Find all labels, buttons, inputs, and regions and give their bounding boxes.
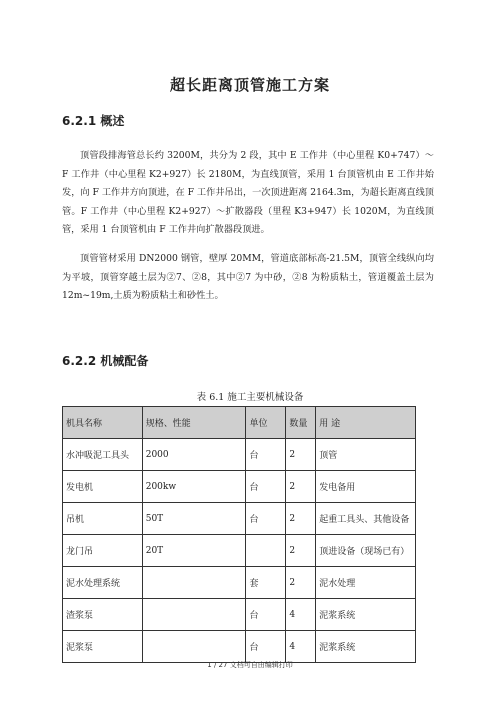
table-row [63, 599, 416, 631]
cell-unit: 台 [246, 471, 286, 503]
cell-qty: 2 [286, 567, 316, 599]
cell-qty: 4 [286, 599, 316, 631]
table-row [63, 567, 416, 599]
table-caption: 表 6.1 施工主要机械设备 [196, 392, 304, 403]
cell-purpose: 泥浆系统 [316, 599, 416, 631]
table-row [63, 439, 416, 471]
page-footer: 1 / 27 文档可自由编辑打印 [207, 661, 293, 669]
cell-name: 渣浆泵 [63, 599, 143, 631]
cell-spec [142, 631, 246, 663]
equipment-table [62, 406, 416, 663]
cell-spec [142, 599, 246, 631]
cell-name: 吊机 [63, 503, 143, 535]
cell-unit: 套 [246, 567, 286, 599]
col-header-spec: 规格、性能 [142, 407, 246, 439]
table-row [63, 503, 416, 535]
cell-spec: 200kw [142, 471, 246, 503]
cell-spec: 2000 [142, 439, 246, 471]
cell-qty: 2 [286, 471, 316, 503]
table-row [63, 471, 416, 503]
cell-purpose: 发电备用 [316, 471, 416, 503]
cell-purpose: 泥水处理 [316, 567, 416, 599]
cell-unit: 台 [246, 439, 286, 471]
overview-paragraph-2: 顶管管材采用 DN2000 钢管，壁厚 20MM，管道底部标高-21.5M，顶管全线纵向均为平坡，顶管穿越土层为②7、②8，其中②7 为中砂，②8 为粉质粘土，管道覆盖土层为 12m~19m,土质为粉质粘土和砂性土。 [62, 253, 434, 302]
cell-qty: 4 [286, 631, 316, 663]
table-row [63, 535, 416, 567]
cell-unit: 台 [246, 503, 286, 535]
cell-spec [142, 567, 246, 599]
cell-qty: 2 [286, 503, 316, 535]
cell-qty: 2 [286, 439, 316, 471]
cell-purpose: 泥浆系统 [316, 631, 416, 663]
cell-purpose: 顶进设备（现场已有） [316, 535, 416, 567]
cell-name: 泥浆泵 [63, 631, 143, 663]
page-title: 超长距离顶管施工方案 [169, 76, 330, 94]
cell-unit: 台 [246, 631, 286, 663]
table-header-row [63, 407, 416, 439]
overview-paragraph-1: 顶管段排海管总长约 3200M，共分为 2 段，其中 E 工作井（中心里程 K0+747）～F 工作井（中心里程 K2+927）长 2180M，为直线顶管，采用 1 台顶管机由 E 工作井始发，向 F 工作井方向顶进，在 F 工作井吊出，一次顶进距离 2164.3m，为超长距离直线顶管。F 工作井（中心里程 K2+927）～扩散器段（里程 K3+947）长 1020M，为直线顶管，采用 1 台顶管机由 F 工作井向扩散器段顶进。 [62, 150, 434, 236]
cell-purpose: 顶管 [316, 439, 416, 471]
cell-name: 龙门吊 [63, 535, 143, 567]
section-heading-equipment: 6.2.2 机械配备 [62, 354, 149, 368]
cell-spec: 50T [142, 503, 246, 535]
cell-purpose: 起重工具头、其他设备 [316, 503, 416, 535]
section-heading-overview: 6.2.1 概述 [62, 114, 125, 128]
col-header-purpose: 用 途 [316, 407, 416, 439]
col-header-unit: 单位 [246, 407, 286, 439]
cell-qty: 2 [286, 535, 316, 567]
col-header-name: 机具名称 [63, 407, 143, 439]
cell-unit [246, 535, 286, 567]
cell-name: 泥水处理系统 [63, 567, 143, 599]
table-row [63, 631, 416, 663]
cell-name: 水冲吸泥工具头 [63, 439, 143, 471]
col-header-qty: 数量 [286, 407, 316, 439]
cell-name: 发电机 [63, 471, 143, 503]
cell-spec: 20T [142, 535, 246, 567]
cell-unit: 台 [246, 599, 286, 631]
